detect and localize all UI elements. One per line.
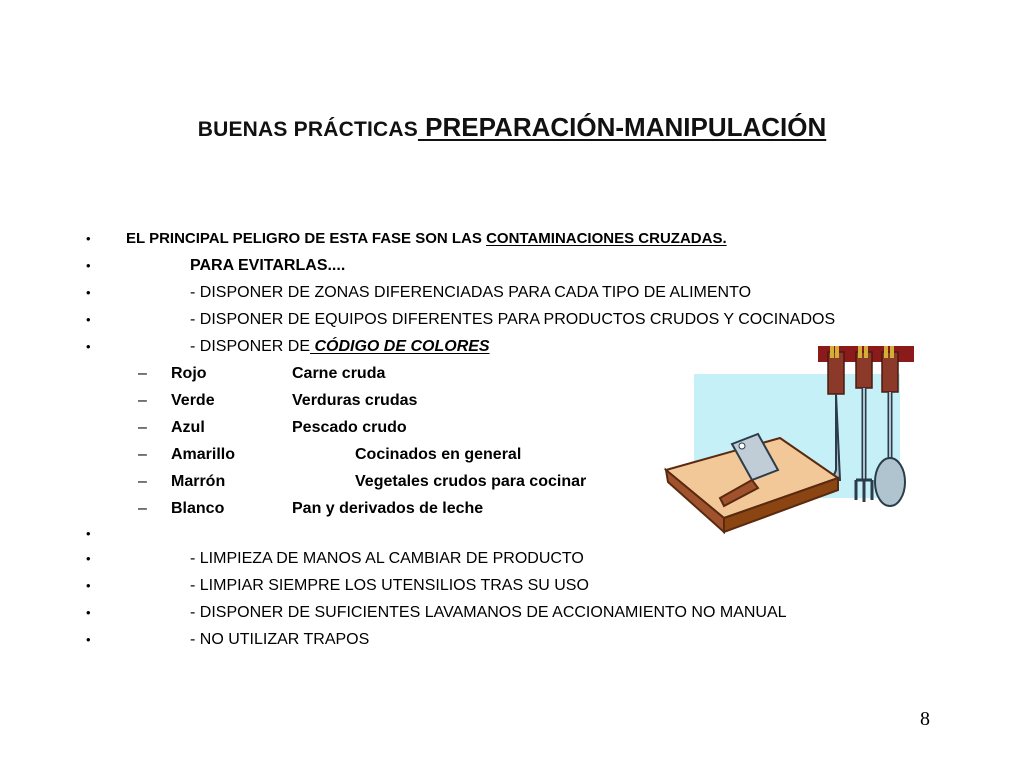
color-name: Blanco xyxy=(171,500,225,517)
subheading-text: PARA EVITARLAS.... xyxy=(190,257,346,274)
dash: – xyxy=(138,473,147,490)
color-name: Verde xyxy=(171,392,215,409)
food-type: Vegetales crudos para cocinar xyxy=(355,473,587,490)
color-name: Azul xyxy=(171,419,205,436)
measure-text: - LIMPIEZA DE MANOS AL CAMBIAR DE PRODUCTO xyxy=(190,550,584,567)
dash: – xyxy=(138,392,147,409)
food-type: Cocinados en general xyxy=(355,446,522,463)
measure-text: - DISPONER DE EQUIPOS DIFERENTES PARA PRODUCTOS CRUDOS Y COCINADOS xyxy=(190,311,836,328)
page-number: 8 xyxy=(920,708,930,730)
knife-handle xyxy=(828,352,844,394)
measure-text: - DISPONER DE SUFICIENTES LAVAMANOS DE ACCIONAMIENTO NO MANUAL xyxy=(190,604,787,621)
bullet: • xyxy=(86,258,91,273)
food-type: Verduras crudas xyxy=(292,392,418,409)
bullet: • xyxy=(86,632,91,647)
color-name: Marrón xyxy=(171,473,226,490)
kitchen-utensils-icon xyxy=(660,340,916,540)
title-part-2: PREPARACIÓN-MANIPULACIÓN xyxy=(417,112,827,142)
measure-text: - DISPONER DE ZONAS DIFERENCIADAS PARA CADA TIPO DE ALIMENTO xyxy=(190,284,752,301)
bullet: • xyxy=(86,231,91,246)
dash: – xyxy=(138,446,147,463)
color-code-text: - DISPONER DE CÓDIGO DE COLORES xyxy=(190,338,490,355)
color-name: Amarillo xyxy=(171,446,236,463)
color-code-label: CÓDIGO DE COLORES xyxy=(310,338,490,355)
food-type: Pan y derivados de leche xyxy=(292,500,484,517)
color-name: Rojo xyxy=(171,365,207,382)
measure-text: - LIMPIAR SIEMPRE LOS UTENSILIOS TRAS SU USO xyxy=(190,577,589,594)
dash: – xyxy=(138,419,147,436)
bullet: • xyxy=(86,339,91,354)
intro-text: EL PRINCIPAL PELIGRO DE ESTA FASE SON LAS CONTAMINACIONES CRUZADAS. xyxy=(126,230,727,247)
slide-title xyxy=(0,112,1024,143)
measure-text: - NO UTILIZAR TRAPOS xyxy=(190,631,370,648)
bullet: • xyxy=(86,526,91,541)
dash: – xyxy=(138,365,147,382)
dash: – xyxy=(138,500,147,517)
bullet: • xyxy=(86,551,91,566)
intro-emphasis: CONTAMINACIONES CRUZADAS. xyxy=(486,230,727,247)
spoon-bowl xyxy=(875,458,905,506)
food-type: Carne cruda xyxy=(292,365,386,382)
bullet: • xyxy=(86,605,91,620)
title-part-1: BUENAS PRÁCTICAS xyxy=(197,118,418,141)
bullet: • xyxy=(86,578,91,593)
bullet: • xyxy=(86,312,91,327)
bullet: • xyxy=(86,285,91,300)
food-type: Pescado crudo xyxy=(292,419,407,436)
